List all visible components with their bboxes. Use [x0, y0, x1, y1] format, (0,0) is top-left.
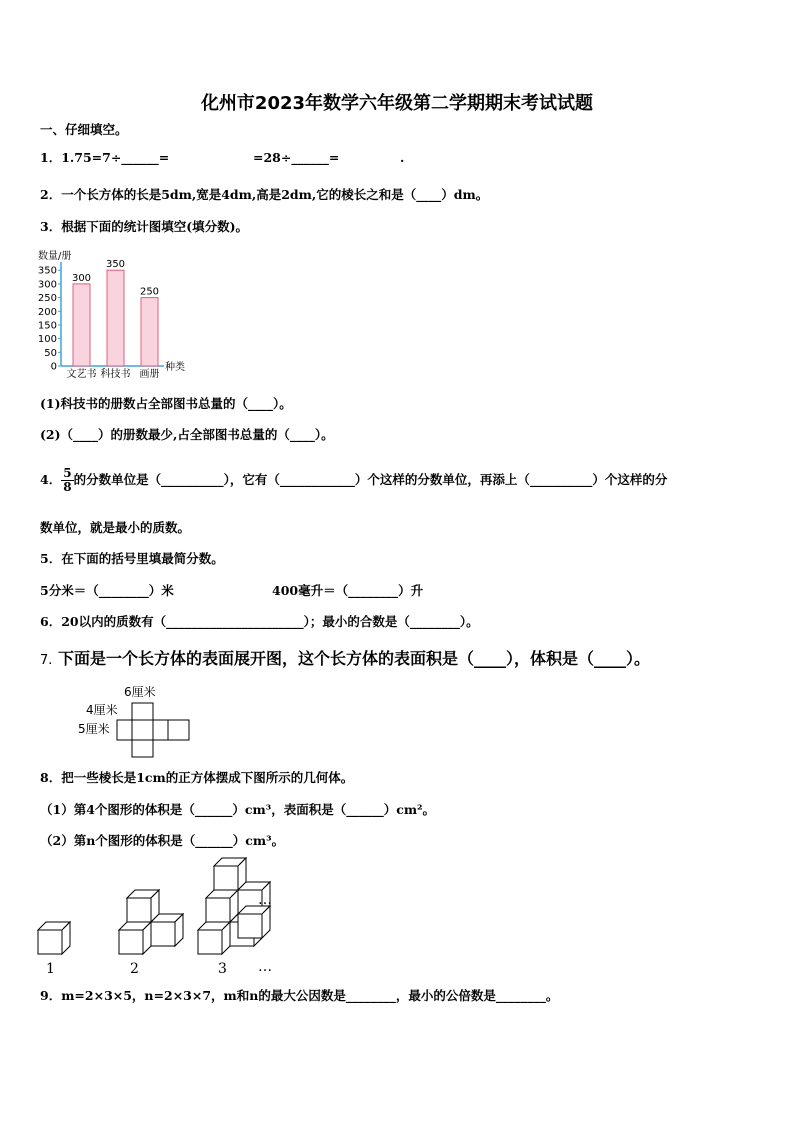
net-label-top: 6厘米	[124, 685, 156, 699]
bar-value-label: 250	[139, 286, 160, 298]
cube	[198, 922, 230, 954]
cube	[214, 858, 246, 890]
question-3-2: (2)（____）的册数最少,占全部图书总量的（____）。	[40, 427, 334, 442]
y-tick-label: 50	[44, 347, 57, 359]
question-1b: =28÷______=	[253, 150, 340, 165]
bar	[73, 284, 90, 366]
question-7-text: 下面是一个长方体的表面展开图，这个长方体的表面积是（____），体积是（____）。	[57, 649, 650, 668]
category-label: 文艺书	[66, 369, 97, 380]
question-1c: .	[400, 150, 405, 165]
bar-value-label: 300	[71, 272, 92, 284]
y-tick-label: 350	[37, 265, 57, 277]
ellipsis-top: …	[258, 892, 272, 908]
y-tick-label: 200	[37, 306, 57, 318]
y-tick-label: 100	[37, 334, 57, 346]
cube	[38, 922, 70, 954]
cube	[238, 906, 270, 938]
y-axis-label: 数量/册	[38, 251, 72, 262]
fraction-numerator: 5	[63, 466, 72, 480]
question-8: 8．把一些棱长是1cm的正方体摆成下图所示的几何体。	[40, 770, 354, 785]
x-axis-label: 种类	[165, 362, 185, 373]
y-tick-label: 250	[37, 293, 57, 305]
question-2: 2．一个长方体的长是5dm,宽是4dm,高是2dm,它的棱长之和是（____）dm。	[40, 187, 489, 202]
cube	[119, 922, 151, 954]
net-outline	[117, 703, 189, 757]
net-label-left: 5厘米	[78, 722, 110, 736]
question-4-continued: 数单位，就是最小的质数。	[40, 520, 191, 535]
figure-label-1: 1	[46, 961, 55, 977]
section-heading: 一、仔细填空。	[40, 122, 128, 137]
question-4-text: 的分数单位是（__________），它有（____________）个这样的分数单位，再添上（__________）个这样的分	[73, 472, 668, 487]
figure-label-3: 3	[218, 961, 227, 977]
question-6: 6．20以内的质数有（______________________）；最小的合数是（________）。	[40, 614, 479, 629]
question-7-number: 7.	[40, 653, 53, 668]
bar-chart	[30, 244, 230, 384]
y-tick-label: 150	[37, 320, 57, 332]
figure-label-2: 2	[130, 961, 139, 977]
question-5b: 400毫升＝（________）升	[272, 583, 424, 598]
question-8-2: （2）第n个图形的体积是（______）cm³。	[40, 833, 285, 848]
question-4-number: 4．	[40, 472, 62, 487]
category-label: 画册	[139, 369, 160, 380]
ellipsis-bottom: …	[258, 959, 272, 975]
question-5: 5．在下面的括号里填最简分数。	[40, 551, 224, 566]
cube	[127, 890, 159, 922]
net-label-middle: 4厘米	[86, 703, 118, 717]
question-3-1: (1)科技书的册数占全部图书总量的（____）。	[40, 396, 292, 411]
category-label: 科技书	[100, 369, 131, 380]
question-5a: 5分米＝（________）米	[40, 583, 174, 598]
question-1a: 1．1.75=7÷______=	[40, 150, 170, 165]
y-tick-label: 300	[37, 279, 57, 291]
cube	[151, 914, 183, 946]
question-9: 9．m=2×3×5，n=2×3×7，m和n的最大公因数是________，最小的公倍数是________。	[40, 988, 559, 1003]
y-tick-label: 0	[50, 361, 57, 373]
question-3: 3．根据下面的统计图填空(填分数)。	[40, 219, 249, 234]
bar	[141, 298, 158, 366]
question-7	[40, 649, 650, 671]
fraction	[61, 467, 73, 494]
question-8-1: （1）第4个图形的体积是（______）cm³，表面积是（______）cm²。	[40, 802, 436, 817]
cuboid-net-figure	[72, 683, 242, 758]
question-4	[40, 463, 667, 497]
cube-figures	[30, 857, 300, 982]
fraction-denominator: 8	[63, 480, 72, 494]
bar-value-label: 350	[105, 259, 126, 271]
cube	[206, 890, 238, 922]
page-title: 化州市2023年数学六年级第二学期期末考试试题	[200, 93, 594, 114]
bar	[107, 270, 124, 366]
